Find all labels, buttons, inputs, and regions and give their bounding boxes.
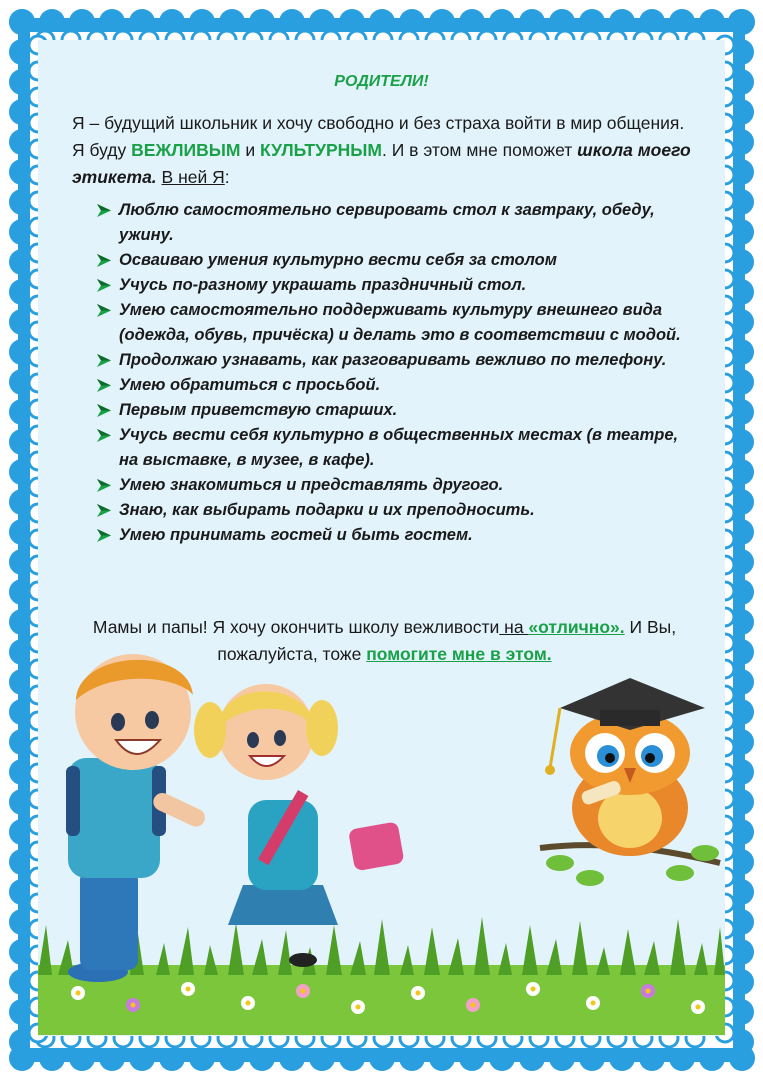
list-item bbox=[96, 523, 686, 548]
list-item-text: Умею самостоятельно поддерживать культуру внешнего вида (одежда, обувь, причёска) и делать это в соответствии с модой. bbox=[119, 301, 681, 344]
outro-help-me: помогите мне в этом. bbox=[366, 644, 552, 664]
list-item-text: Знаю, как выбирать подарки и их преподносить. bbox=[119, 501, 535, 519]
list-item-text: Умею принимать гостей и быть гостем. bbox=[119, 526, 473, 544]
intro-text-2: и bbox=[240, 140, 260, 160]
list-item bbox=[96, 498, 686, 523]
arrowhead-bullet-icon bbox=[96, 303, 112, 318]
outro-text-1: Мамы и папы! Я хочу окончить школу вежливости bbox=[92, 617, 500, 637]
list-item-text: Умею знакомиться и представлять другого. bbox=[119, 476, 504, 494]
list-item bbox=[96, 248, 686, 273]
intro-text-1: Я – будущий школьник и хочу свободно и без страха войти в мир общения. Я буду bbox=[72, 113, 685, 160]
intro-bold-cultured: КУЛЬТУРНЫМ bbox=[259, 140, 383, 160]
list-item-text: Учусь по-разному украшать праздничный стол. bbox=[119, 276, 527, 294]
list-item-text: Продолжаю узнавать, как разговаривать вежливо по телефону. bbox=[119, 351, 667, 369]
list-item bbox=[96, 298, 686, 348]
list-item-text: Осваиваю умения культурно вести себя за столом bbox=[119, 251, 557, 269]
arrowhead-bullet-icon bbox=[96, 528, 112, 543]
arrowhead-bullet-icon bbox=[96, 353, 112, 368]
arrowhead-bullet-icon bbox=[96, 203, 112, 218]
intro-bold-polite: ВЕЖЛИВЫМ bbox=[131, 140, 241, 160]
page-title: РОДИТЕЛИ! bbox=[334, 73, 429, 90]
arrowhead-bullet-icon bbox=[96, 403, 112, 418]
outro-text-2: И Вы, пожалуйста, тоже bbox=[217, 617, 677, 664]
outro-na: на bbox=[499, 617, 529, 637]
arrowhead-bullet-icon bbox=[96, 278, 112, 293]
list-item-text: Умею обратиться с просьбой. bbox=[119, 376, 381, 394]
list-item bbox=[96, 273, 686, 298]
list-item bbox=[96, 423, 686, 473]
owl-illustration bbox=[530, 668, 725, 898]
list-item bbox=[96, 373, 686, 398]
intro-colon: : bbox=[224, 167, 230, 187]
children-illustration bbox=[48, 640, 408, 985]
list-item-text: Первым приветствую старших. bbox=[119, 401, 398, 419]
list-item-text: Люблю самостоятельно сервировать стол к завтраку, обеду, ужину. bbox=[119, 201, 655, 244]
arrowhead-bullet-icon bbox=[96, 253, 112, 268]
skills-list bbox=[96, 198, 686, 548]
list-item bbox=[96, 348, 686, 373]
intro-school-phrase: школа моего этикета. bbox=[72, 140, 691, 187]
intro-in-it: В ней Я bbox=[161, 167, 225, 187]
list-item bbox=[96, 473, 686, 498]
list-item bbox=[96, 198, 686, 248]
arrowhead-bullet-icon bbox=[96, 503, 112, 518]
outro-excellent: «отлично». bbox=[528, 617, 625, 637]
arrowhead-bullet-icon bbox=[96, 428, 112, 443]
arrowhead-bullet-icon bbox=[96, 478, 112, 493]
arrowhead-bullet-icon bbox=[96, 378, 112, 393]
intro-text-3: . И в этом мне поможет bbox=[382, 140, 578, 160]
list-item bbox=[96, 398, 686, 423]
intro-paragraph bbox=[72, 110, 697, 191]
list-item-text: Учусь вести себя культурно в общественных местах (в театре, на выставке, в музее, в кафе). bbox=[119, 426, 679, 469]
